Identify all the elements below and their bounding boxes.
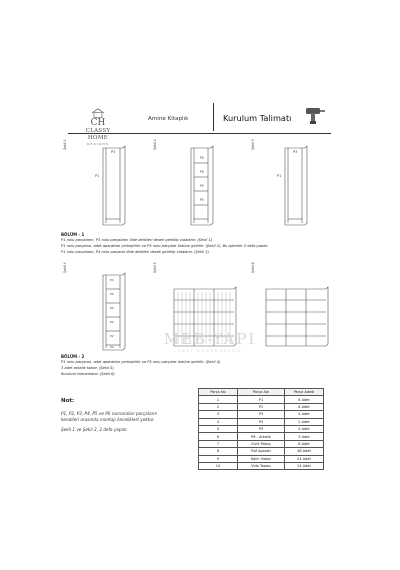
column-header: Parça Adı xyxy=(238,389,285,396)
table-cell: 4 Adet xyxy=(285,411,324,418)
table-cell: P6 - Arkalık xyxy=(238,433,285,440)
watermark-text: MEB-YAPI xyxy=(163,330,257,348)
part-tag: P5 xyxy=(200,184,204,188)
table-cell: 6 Adet xyxy=(285,396,324,403)
section-2-line-2: 3 adet arkalık takılır. (Şekil 5) xyxy=(61,366,114,370)
product-name: Amine Kitaplık xyxy=(148,116,189,122)
table-cell: 9 xyxy=(199,455,238,462)
table-cell: 3 Adet xyxy=(285,433,324,440)
figure-4-drawing xyxy=(95,272,135,352)
section-2-line-3: Kurulum tamamlanır. (Şekil 6) xyxy=(61,372,115,376)
part-tag: P5 xyxy=(200,170,204,174)
drill-icon xyxy=(304,103,326,125)
table-row xyxy=(199,448,324,455)
section-1-line-1: P1 nolu parçaların, P3 nolu parçaların ilide delikleri desek gelirilip vidalanır. (Şekil 1) xyxy=(61,238,213,242)
table-cell: 8 Adet xyxy=(285,403,324,410)
table-cell: Civili Pabuç xyxy=(238,440,285,447)
brand-logo xyxy=(76,108,120,146)
part-tag: P1 xyxy=(95,174,100,178)
table-cell: 24 Adet xyxy=(285,455,324,462)
part-tag: P5 xyxy=(200,156,204,160)
figure-label-2: Şekil 2 xyxy=(153,139,157,150)
figure-label-4: Şekil 4 xyxy=(63,262,67,273)
table-row xyxy=(199,425,324,432)
table-cell: P1 xyxy=(238,396,285,403)
column-header: Parça No xyxy=(199,389,238,396)
figure-6-drawing xyxy=(262,286,332,348)
column-header: Parça Adedi xyxy=(285,389,324,396)
section-2-heading: BÖLÜM - 2 xyxy=(61,354,85,359)
table-cell: 48 Adet xyxy=(285,448,324,455)
note-text xyxy=(61,411,176,433)
figure-label-3: Şekil 3 xyxy=(251,139,255,150)
part-tag: P2 xyxy=(110,292,114,296)
part-tag: P5 xyxy=(200,198,204,202)
logo-name: CLASSY HOME xyxy=(85,128,111,141)
table-row xyxy=(199,433,324,440)
parts-table xyxy=(198,388,324,470)
table-cell: 5 xyxy=(199,425,238,432)
header-divider xyxy=(213,103,214,131)
note-paragraph-2: Şekil 1 ve Şekil 2, 2 defa yapılır. xyxy=(61,427,128,432)
table-cell: 8 xyxy=(199,448,238,455)
table-row xyxy=(199,440,324,447)
page-title: Kurulum Talimatı xyxy=(223,113,292,123)
figure-2-drawing xyxy=(183,143,223,228)
table-cell: 2 xyxy=(199,403,238,410)
header-rule xyxy=(68,133,331,134)
house-icon xyxy=(91,108,105,118)
section-1-line-3: P1 nolu parçaların, P4 nolu parçalar ilide delikleri desek gelirilip vidalanır. (Şekil 3) xyxy=(61,250,209,254)
table-row xyxy=(199,403,324,410)
part-tag: P4 xyxy=(110,278,114,282)
table-cell: 8 Adet xyxy=(285,440,324,447)
table-cell: 10 xyxy=(199,462,238,469)
note-paragraph: P1, P2, P3, P4, P5 ve P6 numaraları parçaların kendileri arasında montajı önceliklert yoktur. xyxy=(61,411,158,422)
table-cell: 3 xyxy=(199,411,238,418)
section-1-line-2: P1 nolu parçanın, adet aparatları yerleştirilir ve P5 nolu parçalar üstüne gelirilir. (Şekil 2), Bu işlemler 2 defa yapılır. xyxy=(61,244,269,248)
watermark-subtext: YAPI DEKORASYON xyxy=(178,348,242,353)
logo-subtitle: DESIGNS xyxy=(87,142,109,146)
note-title: Not: xyxy=(61,398,75,404)
table-cell: 2 Adet xyxy=(285,418,324,425)
figure-label-6: Şekil 6 xyxy=(251,262,255,273)
table-cell: P3 xyxy=(238,411,285,418)
table-cell: P4 xyxy=(238,418,285,425)
table-cell: 24 Adet xyxy=(285,462,324,469)
table-cell: Kalın Vidası xyxy=(238,455,285,462)
figure-3-drawing xyxy=(277,143,317,228)
table-header-row xyxy=(199,389,324,396)
part-tag: P2 xyxy=(110,320,114,324)
watermark xyxy=(160,330,260,353)
table-cell: 4 Adet xyxy=(285,425,324,432)
part-tag: P3 xyxy=(111,150,116,154)
figure-1-drawing xyxy=(95,143,135,228)
part-tag: P2 xyxy=(110,334,114,338)
part-tag: P3 xyxy=(293,150,298,154)
table-cell: Raf Aparatı xyxy=(238,448,285,455)
table-cell: 7 xyxy=(199,440,238,447)
section-1-heading: BÖLÜM - 1 xyxy=(61,232,85,237)
table-row xyxy=(199,455,324,462)
part-tag: P4 xyxy=(110,345,114,349)
figure-label-1: Şekil 1 xyxy=(63,139,67,150)
table-row xyxy=(199,411,324,418)
section-2-line-1: P1 nolu parçanın, adet aparatları yerleştirilir ve P5 nolu parçalar üstüne gelirilir. (Şekil 4) xyxy=(61,360,221,364)
logo-mark: CH xyxy=(90,118,106,128)
table-cell: 1 xyxy=(199,396,238,403)
table-cell: P5 xyxy=(238,425,285,432)
part-tag: P2 xyxy=(110,306,114,310)
table-cell: Vida Tapası xyxy=(238,462,285,469)
table-cell: 4 xyxy=(199,418,238,425)
table-row xyxy=(199,396,324,403)
table-cell: P2 xyxy=(238,403,285,410)
part-tag: P1 xyxy=(277,174,282,178)
figure-label-5: Şekil 5 xyxy=(153,262,157,273)
table-row xyxy=(199,418,324,425)
table-row xyxy=(199,462,324,469)
table-cell: 6 xyxy=(199,433,238,440)
